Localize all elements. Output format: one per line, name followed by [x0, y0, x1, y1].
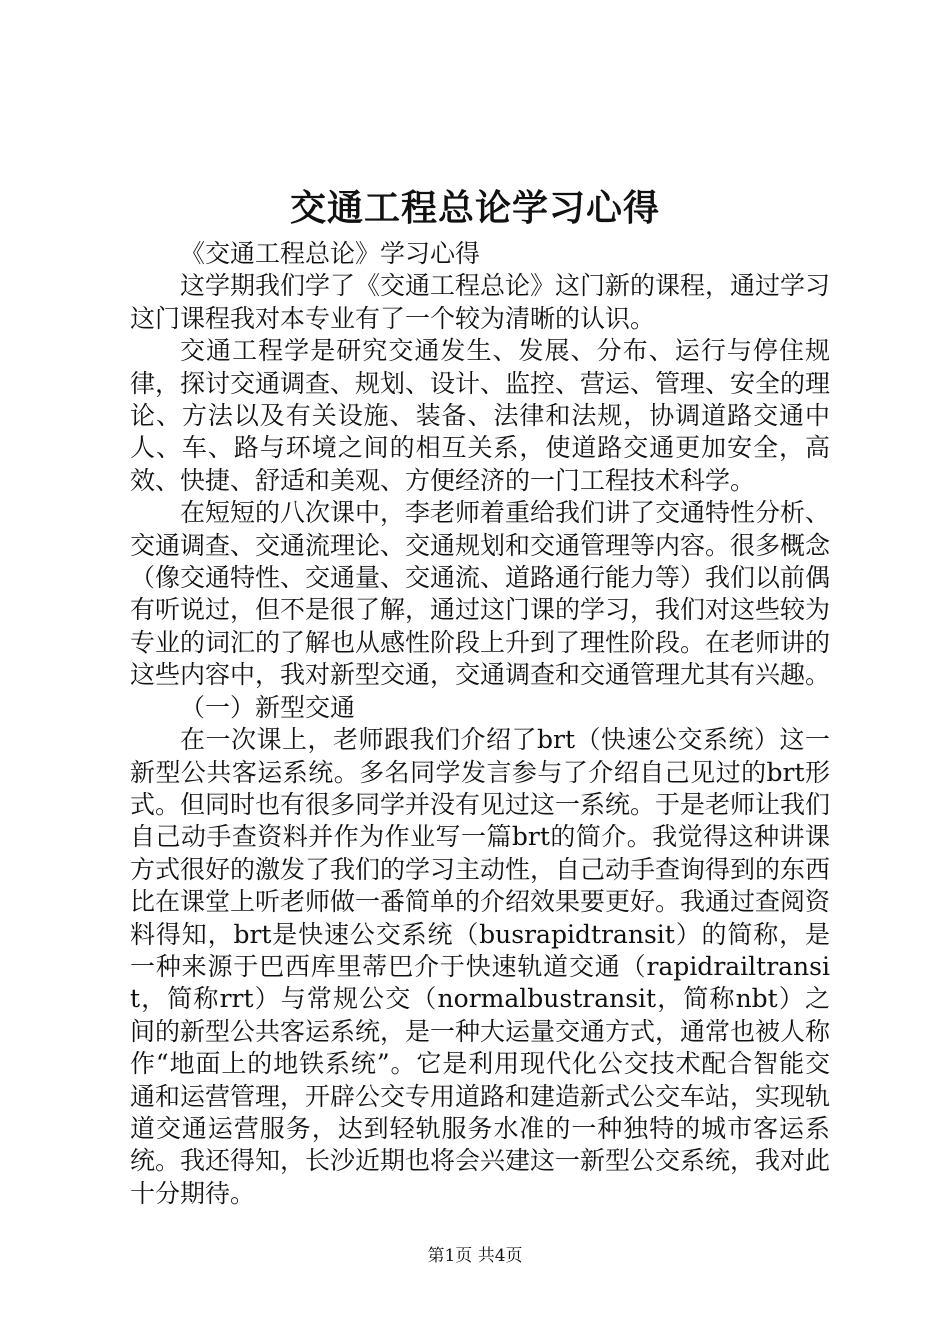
- course-content-paragraph: 在短短的八次课中，李老师着重给我们讲了交通特性分析、交通调查、交通流理论、交通规划和交通管理等内容。很多概念（像交通特性、交通量、交通流、道路通行能力等）我们以前偶有听说过，但不是很了解，通过这门课的学习，我们对这些较为专业的词汇的了解也从感性阶段上升到了理性阶段。在老师讲的这些内容中，我对新型交通，交通调查和交通管理尤其有兴趣。: [130, 498, 831, 690]
- brt-paragraph: 在一次课上，老师跟我们介绍了brt（快速公交系统）这一新型公共客运系统。多名同学发言参与了介绍自己见过的brt形式。但同时也有很多同学并没有见过这一系统。于是老师让我们自己动手查资料并作为作业写一篇brt的简介。我觉得这种讲课方式很好的激发了我们的学习主动性，自己动手查询得到的东西比在课堂上听老师做一番简单的介绍效果要更好。我通过查阅资料得知，brt是快速公交系统（busrapidtransit）的简称，是一种来源于巴西库里蒂巴介于快速轨道交通（rapidrailtransit，简称rrt）与常规公交（normalbustransit，简称nbt）之间的新型公共客运系统，是一种大运量交通方式，通常也被人称作“地面上的地铁系统”。它是利用现代化公交技术配合智能交通和运营管理，开辟公交专用道路和建造新式公交车站，实现轨道交通运营服务，达到轻轨服务水准的一种独特的城市客运系统。我还得知，长沙近期也将会兴建这一新型公交系统，我对此十分期待。: [130, 725, 831, 1208]
- document-body: [130, 238, 830, 1210]
- page-number-footer: 第1页 共4页: [427, 1246, 523, 1266]
- definition-paragraph: 交通工程学是研究交通发生、发展、分布、运行与停住规律，探讨交通调查、规划、设计、监控、营运、管理、安全的理论、方法以及有关设施、装备、法律和法规，协调道路交通中人、车、路与环境之间的相互关系，使道路交通更加安全，高效、快捷、舒适和美观、方便经济的一门工程技术科学。: [130, 336, 831, 495]
- subtitle-paragraph: 《交通工程总论》学习心得: [180, 239, 481, 268]
- section-heading: （一）新型交通: [180, 692, 356, 722]
- document-title: 交通工程总论学习心得: [289, 187, 660, 229]
- intro-paragraph: 这学期我们学了《交通工程总论》这门新的课程，通过学习这门课程我对本专业有了一个较为清晰的认识。: [130, 271, 831, 333]
